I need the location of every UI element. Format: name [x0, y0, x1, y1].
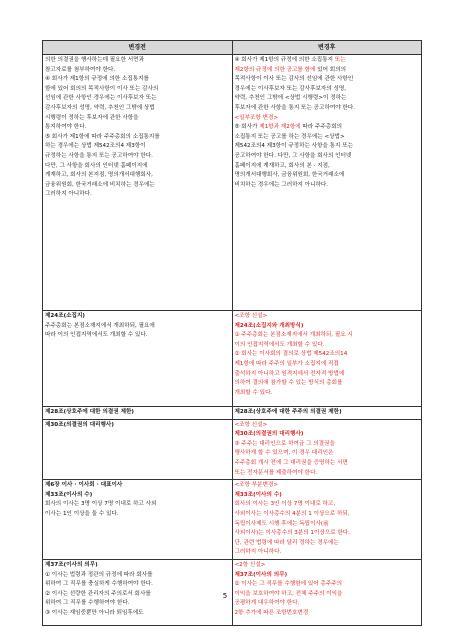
text-line: 회사의 이사는 3인 이상 7명 이내로 하고, — [234, 501, 336, 508]
text-line: 공고하여야 한다. 다만, 그 사항을 회사의 인터넷 — [234, 152, 352, 159]
text-line: ③ 주주는 대리인으로 하여금 그 의결권을 — [234, 440, 335, 447]
cell-before — [43, 480, 233, 560]
change-note: <조항 신설> — [234, 421, 268, 428]
text-line: 소집통지 또는 공고를 하는 경우에는 <상법> — [234, 133, 345, 140]
text-line: 하는 경우에는 상법 제542조의4 제3항이 — [45, 143, 146, 150]
change-note: 2항 추가에 따른 조항번호변경 — [234, 609, 309, 616]
article-title: 제24조(소집지) — [45, 313, 85, 319]
text-line: ② 이사는 그 직무를 수행함에 있어 총주주의 — [234, 581, 343, 588]
change-note: <조항 부분변경> — [234, 482, 279, 489]
text-line: 이익을 보호하여야 하고, 전체 주주의 이익을 — [234, 590, 343, 597]
table-row — [43, 55, 422, 311]
text-line: 제542조의4 제3항이 규정하는 사항을 통지 또는 — [234, 143, 354, 150]
article-title: 제30조(의결권의 대리행사) — [234, 431, 304, 438]
table-header-row — [43, 41, 422, 55]
article-title: 제37조(이사의 의무) — [45, 561, 98, 568]
cell-after — [232, 55, 422, 311]
article-title: 제30조(의결권의 대리행사) — [45, 421, 114, 428]
cell-after — [232, 311, 422, 407]
text-line — [235, 56, 420, 66]
text-line: ② 이사는 선량한 관리자의 주의로서 회사를 — [45, 590, 151, 597]
text-segment: ④ 회사가 제1항의 규정에 의한 소집통지 — [234, 57, 335, 63]
cell-after — [232, 480, 422, 560]
text-line: 행사하게 할 수 있으며, 이 경우 대리인은 — [234, 450, 334, 457]
table-row — [43, 480, 422, 560]
text-line: 회사의 이사는 3명 이상 7명 이내로 하고 사외 — [45, 501, 157, 508]
text-line: 개최할 수 있다. — [234, 389, 273, 396]
text-line: 주주총회 개시 전에 그 대리권을 증명하는 서면 — [234, 459, 348, 466]
article-title: 제28조(상호주에 대한 의결권 제한) — [45, 409, 134, 415]
text-line: 사외이사)는 이사총수의 3분의 1이상으로 한다. — [234, 530, 350, 537]
text-line: ① 주주총회는 본점소재지에서 개최하되, 필요 시 — [234, 332, 353, 339]
change-note: <2항 신설> — [234, 561, 266, 568]
text-line: 함에 있어 회의의 목적사항이 이사 또는 감사의 — [45, 85, 159, 92]
cell-before — [43, 407, 233, 420]
text-line: 금융위원회, 한국거래소에 비치하는 경우에는 — [45, 181, 155, 188]
header-after: 변경후 — [232, 41, 422, 55]
text-line — [235, 66, 420, 76]
changed-text: 제2항의 규정에 의한 공고를 함에 — [234, 66, 316, 73]
text-line: 의하여 결의에 참가할 수 있는 방식의 총회를 — [234, 380, 343, 387]
text-line: 위하여 그 직무를 충실하게 수행하여야 한다. — [45, 581, 153, 588]
text-line: ③ 이사는 재임중뿐만 아니라 퇴임후에도 — [45, 609, 144, 616]
text-line — [235, 123, 420, 133]
text-line: 게재하고, 회사의 본지점, 명의개서대행회사, — [45, 172, 153, 179]
article-title: 제33조(이사의 수) — [234, 491, 282, 498]
text-line: 그러하지 아니하다. — [234, 549, 282, 556]
text-line: 이사는 1인 이상을 둘 수 있다. — [45, 510, 119, 517]
text-line: 다만, 그 사항을 회사의 인터넷 홈페이지에 — [45, 162, 148, 169]
cell-before — [43, 419, 233, 480]
article-title-text: 제28조(상호주에 대한 주주의 의결권 제한) — [234, 409, 342, 415]
text-segment: 있어 회의의 — [315, 66, 346, 73]
text-line: 단, 관련 법령에 따라 달리 정하는 경우에는 — [234, 539, 339, 546]
article-title: 제24조(소집지와 개최방식) — [234, 322, 304, 329]
text-line: 홈페이지에 게재하고, 회사의 본 · 지점, — [234, 162, 330, 169]
text-line: 목적사항이 이사 또는 감사의 선임에 관한 사항인 — [234, 76, 354, 83]
text-line: 공평하게 대우하여야 한다. — [234, 600, 300, 607]
table-row — [43, 311, 422, 407]
text-line: 비치하는 경우에는 그러하지 아니하다. — [234, 181, 329, 188]
text-line: 명의개서대행회사, 금융위원회, 한국거래소에 — [234, 172, 345, 179]
text-line: 규정하는 사항을 통지 또는 공고하여야 한다. — [45, 152, 153, 159]
table-row — [43, 419, 422, 480]
comparison-table — [42, 40, 422, 626]
cell-after — [232, 407, 422, 420]
text-segment: 따라 주주총회의 — [300, 124, 343, 131]
text-line: 그러하지 아니하다. — [45, 191, 92, 198]
text-line: 또는 전자문서를 제출하여야 한다. — [234, 469, 318, 476]
text-line: 참고자료를 첨부하여야 한다. — [45, 66, 116, 73]
text-line: 후보자에 관한 사항을 통지 또는 공고하여야 한다. — [234, 104, 356, 111]
text-line: 사외이사는 이사총수의 4분의 1 이상으로 하되, — [234, 510, 350, 517]
text-line: 통지하여야 한다. — [45, 124, 87, 131]
changed-text: 또는 — [334, 57, 346, 63]
cell-after — [232, 419, 422, 480]
text-line: 위하여 그 직무를 수행하여야 한다. — [45, 600, 130, 607]
text-line: 의한 의결권을 행사하는데 필요한 서면과 — [45, 57, 144, 63]
table-row — [43, 407, 422, 420]
header-before: 변경전 — [43, 41, 233, 55]
text-line: 시행령이 정하는 후보자에 관한 사항을 — [45, 114, 139, 121]
cell-before — [43, 311, 233, 407]
article-title: 제33조(이사의 수) — [45, 491, 93, 498]
text-line: 이의 인접지역에서도 개최할 수 있다. — [234, 341, 325, 348]
text-line: 감사후보자의 성명, 약력, 추천인 그밖에 상법 — [45, 104, 155, 111]
text-line: 제1항에 따라 주주의 일부가 소집지에 직접 — [234, 360, 339, 367]
text-segment: ⑤ 회사가 — [234, 124, 260, 131]
text-line: 선임에 관한 사항인 경우에는 이사후보자 또는 — [45, 95, 157, 102]
text-line: 주주총회는 본점소재지에서 개최하되, 필요에 — [45, 322, 155, 329]
chapter-title: 제6장 이사 · 이사회 · 대표이사 — [45, 482, 123, 489]
text-line: ② 회사는 이사회의 결의로 상법 제542조의14 — [234, 351, 348, 358]
cell-before — [43, 55, 233, 311]
changed-text: 제1항과 제2항에 — [259, 124, 301, 131]
text-line: ① 이사는 법령과 정관의 규정에 따라 회사를 — [45, 571, 153, 578]
text-line: 출석하지 아니하고 원격지에서 전자적 방법에 — [234, 370, 345, 377]
text-line: 경우에는 이사후보자 또는 감사후보자의 성명, — [234, 85, 347, 92]
text-line: 독립이사제도 시행 후에는 독립이사(前 — [234, 520, 329, 527]
article-title — [235, 408, 420, 418]
text-line: 따라 이의 인접지역에서도 개최할 수 있다. — [45, 332, 148, 339]
page-number: 5 — [222, 592, 228, 600]
text-line: 약력, 추천인 그밖에 <상법 시행령>이 정하는 — [234, 95, 347, 102]
text-line: ④ 회사가 제1항의 규정에 의한 소집통지를 — [45, 76, 149, 83]
text-line: ⑤ 회사가 제1항에 따라 주주총회의 소집통지를 — [45, 133, 160, 140]
article-title: 제37조(이사의 의무) — [234, 571, 288, 578]
change-note: <일부조항 변경> — [234, 114, 279, 121]
change-note: <조항 신설> — [234, 313, 268, 319]
